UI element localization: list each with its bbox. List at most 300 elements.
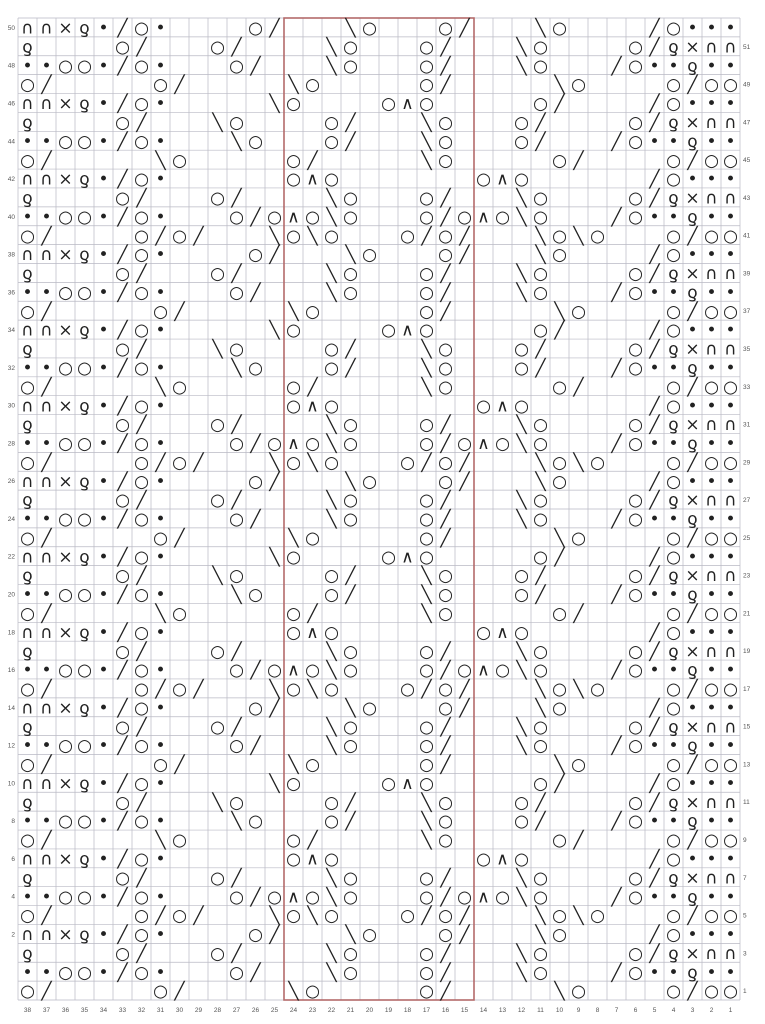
stitch-symbol: ∩ [705,943,718,964]
stitch-symbol: • [706,925,717,946]
stitch-symbol: ○ [533,887,548,908]
stitch-symbol: • [41,282,52,303]
stitch-symbol: ƍ [687,358,698,379]
stitch-symbol: ○ [552,150,567,171]
stitch-symbol: ╲ [326,264,337,285]
stitch-symbol: ○ [134,452,149,473]
row-number-right: 33 [743,383,751,391]
stitch-symbol: ○ [381,94,396,115]
stitch-symbol: ╲ [326,887,337,908]
stitch-symbol: ○ [20,906,35,927]
stitch-symbol: • [687,320,698,341]
stitch-symbol: ○ [115,792,130,813]
stitch-symbol: ○ [324,622,339,643]
stitch-symbol: ○ [495,434,510,455]
stitch-symbol: ╲ [345,18,356,39]
stitch-symbol: ╲ [326,415,337,436]
stitch-symbol: ○ [628,509,643,530]
row-number-left: 34 [7,327,15,335]
stitch-symbol: ○ [286,622,301,643]
stitch-symbol: ○ [438,906,453,927]
stitch-symbol: ╱ [459,906,470,927]
stitch-symbol: ╱ [250,887,261,908]
stitch-symbol: ○ [77,811,92,832]
stitch-symbol: ╱ [231,868,242,889]
stitch-symbol: ╲ [326,660,337,681]
stitch-symbol: × [58,396,73,417]
stitch-symbol: • [98,849,109,870]
stitch-symbol: ○ [666,471,681,492]
stitch-symbol: ∧ [477,434,490,455]
stitch-symbol: ○ [324,396,339,417]
stitch-symbol: • [725,169,736,190]
stitch-symbol: ╱ [345,131,356,152]
stitch-symbol: ○ [533,736,548,757]
stitch-symbol: ○ [134,320,149,341]
stitch-symbol: ○ [533,868,548,889]
stitch-symbol: ○ [248,18,263,39]
stitch-symbol: ○ [400,906,415,927]
stitch-symbol: ╱ [41,981,52,1002]
stitch-symbol: ○ [58,131,73,152]
stitch-symbol: ƍ [22,188,33,209]
stitch-symbol: ○ [628,811,643,832]
stitch-symbol: ╱ [421,906,432,927]
stitch-symbol: ╲ [326,434,337,455]
stitch-symbol: ○ [666,698,681,719]
stitch-symbol: ╲ [288,528,299,549]
stitch-symbol: ╱ [687,528,698,549]
stitch-symbol: • [41,887,52,908]
stitch-symbol: ╱ [649,566,660,587]
stitch-symbol: ╱ [117,358,128,379]
column-number: 8 [595,1007,600,1014]
stitch-symbol: • [668,434,679,455]
stitch-symbol: • [706,282,717,303]
stitch-symbol: ○ [419,75,434,96]
stitch-symbol: ╲ [535,471,546,492]
stitch-symbol: • [706,773,717,794]
stitch-symbol: ○ [115,264,130,285]
stitch-symbol: • [725,698,736,719]
column-number: 26 [251,1007,260,1014]
stitch-symbol: • [155,169,166,190]
stitch-symbol: ○ [343,37,358,58]
column-number: 4 [671,1007,676,1014]
stitch-symbol: ╱ [687,75,698,96]
stitch-symbol: ╱ [687,906,698,927]
stitch-symbol: ƍ [668,566,679,587]
stitch-symbol: ○ [628,660,643,681]
stitch-symbol: • [41,131,52,152]
stitch-symbol: • [725,509,736,530]
stitch-symbol: • [98,94,109,115]
stitch-symbol: ╲ [326,56,337,77]
column-number: 7 [614,1007,619,1014]
stitch-symbol: • [98,585,109,606]
row-number-right: 7 [743,874,747,882]
stitch-symbol: ╱ [611,887,622,908]
stitch-symbol: ∧ [287,207,300,228]
column-number: 35 [80,1007,89,1014]
stitch-symbol: ○ [419,207,434,228]
stitch-symbol: ƍ [668,339,679,360]
stitch-symbol: ╱ [193,679,204,700]
stitch-symbol: • [22,962,33,983]
column-number: 22 [327,1007,336,1014]
stitch-symbol: ╲ [212,112,223,133]
stitch-symbol: ○ [229,282,244,303]
stitch-symbol: ○ [571,301,586,322]
stitch-symbol: • [706,207,717,228]
stitch-symbol: ╲ [516,943,527,964]
stitch-symbol: ╱ [117,434,128,455]
row-number-right: 11 [743,799,750,807]
column-number: 37 [42,1007,51,1014]
stitch-symbol: • [155,207,166,228]
stitch-symbol: ƍ [79,622,90,643]
stitch-symbol: ╱ [250,434,261,455]
stitch-symbol: ○ [533,962,548,983]
stitch-symbol: ╱ [155,906,166,927]
stitch-symbol: ╱ [440,490,451,511]
stitch-symbol: ╲ [421,830,432,851]
stitch-symbol: ╱ [649,925,660,946]
stitch-symbol: ○ [58,282,73,303]
stitch-symbol: • [687,396,698,417]
stitch-symbol: ○ [628,339,643,360]
stitch-symbol: ○ [267,207,282,228]
stitch-symbol: ○ [134,679,149,700]
stitch-symbol: ╱ [649,698,660,719]
stitch-symbol: ╱ [231,415,242,436]
stitch-symbol: ○ [343,868,358,889]
stitch-symbol: ╲ [535,925,546,946]
stitch-symbol: ╱ [269,471,280,492]
stitch-symbol: ○ [400,679,415,700]
stitch-symbol: ∩ [724,792,737,813]
stitch-symbol: ○ [77,962,92,983]
stitch-symbol: ○ [248,131,263,152]
stitch-symbol: ○ [58,660,73,681]
stitch-symbol: ╱ [269,18,280,39]
stitch-symbol: • [155,434,166,455]
stitch-symbol: ╲ [421,339,432,360]
stitch-symbol: ƍ [668,490,679,511]
stitch-symbol: ╲ [231,358,242,379]
stitch-symbol: ○ [172,150,187,171]
column-number: 25 [270,1007,279,1014]
stitch-symbol: ╲ [516,188,527,209]
stitch-symbol: ○ [400,452,415,473]
stitch-symbol: ∩ [21,245,34,266]
stitch-symbol: ╲ [516,56,527,77]
row-number-left: 12 [7,742,15,750]
stitch-symbol: ╱ [687,679,698,700]
stitch-symbol: ∧ [287,887,300,908]
stitch-symbol: • [155,887,166,908]
stitch-symbol: ╱ [421,452,432,473]
row-number-right: 1 [743,988,747,996]
stitch-symbol: ╱ [459,452,470,473]
stitch-symbol: ╲ [269,547,280,568]
stitch-symbol: ○ [115,112,130,133]
stitch-symbol: • [687,547,698,568]
stitch-symbol: ╱ [649,471,660,492]
stitch-symbol: ╱ [307,150,318,171]
stitch-symbol: ○ [286,679,301,700]
stitch-symbol: ○ [533,282,548,303]
stitch-symbol: ╱ [440,736,451,757]
stitch-symbol: ╱ [269,925,280,946]
stitch-symbol: ○ [666,755,681,776]
stitch-symbol: ○ [666,603,681,624]
stitch-symbol: • [706,56,717,77]
stitch-symbol: ╱ [174,528,185,549]
stitch-symbol: ƍ [687,207,698,228]
stitch-symbol: • [155,962,166,983]
stitch-symbol: ∩ [40,698,53,719]
stitch-symbol: ○ [666,18,681,39]
stitch-symbol: ╱ [250,736,261,757]
stitch-symbol: ○ [210,264,225,285]
stitch-symbol: ╱ [231,37,242,58]
stitch-symbol: ╱ [117,169,128,190]
row-number-right: 49 [743,81,751,89]
stitch-symbol: ○ [343,282,358,303]
stitch-symbol: ╱ [41,226,52,247]
stitch-symbol: ╱ [535,811,546,832]
stitch-symbol: ○ [115,641,130,662]
stitch-symbol: ƍ [22,717,33,738]
stitch-symbol: ╱ [41,377,52,398]
stitch-symbol: • [668,811,679,832]
stitch-symbol: • [687,849,698,870]
stitch-symbol: ○ [590,906,605,927]
stitch-symbol: ○ [533,490,548,511]
stitch-symbol: ○ [438,585,453,606]
row-number-right: 3 [743,950,747,958]
stitch-symbol: ╱ [231,264,242,285]
stitch-symbol: ○ [438,566,453,587]
stitch-symbol: ○ [343,641,358,662]
stitch-symbol: ○ [229,56,244,77]
stitch-symbol: ○ [134,282,149,303]
column-number: 30 [175,1007,184,1014]
stitch-symbol: ╱ [687,226,698,247]
stitch-symbol: ○ [552,452,567,473]
stitch-symbol: • [687,169,698,190]
stitch-symbol: ○ [286,849,301,870]
stitch-symbol: × [58,94,73,115]
stitch-symbol: ○ [324,566,339,587]
column-number: 16 [441,1007,450,1014]
stitch-symbol: ○ [134,509,149,530]
stitch-symbol: ƍ [668,717,679,738]
stitch-symbol: ƍ [687,434,698,455]
stitch-symbol: ╱ [136,943,147,964]
stitch-symbol: ƍ [22,490,33,511]
stitch-symbol: ○ [533,37,548,58]
stitch-symbol: ○ [229,887,244,908]
stitch-symbol: ○ [666,547,681,568]
stitch-symbol: • [98,887,109,908]
stitch-symbol: • [98,131,109,152]
stitch-symbol: ╲ [535,906,546,927]
stitch-symbol: ∧ [401,320,414,341]
stitch-symbol: ○ [666,622,681,643]
stitch-symbol: ○ [343,962,358,983]
stitch-symbol: ○ [457,207,472,228]
stitch-symbol: ƍ [79,471,90,492]
stitch-symbol: ╱ [117,925,128,946]
stitch-symbol: ∩ [21,622,34,643]
stitch-symbol: ○ [666,830,681,851]
column-number: 15 [460,1007,469,1014]
stitch-symbol: ○ [628,887,643,908]
stitch-symbol: ○ [115,868,130,889]
stitch-symbol: ∧ [306,622,319,643]
stitch-symbol: ○ [324,679,339,700]
stitch-symbol: ○ [58,358,73,379]
stitch-symbol: ○ [343,490,358,511]
stitch-symbol: ○ [552,698,567,719]
stitch-symbol: • [725,94,736,115]
stitch-symbol: • [687,245,698,266]
stitch-symbol: • [668,585,679,606]
stitch-symbol: • [725,887,736,908]
stitch-symbol: ∧ [401,547,414,568]
stitch-symbol: ○ [514,849,529,870]
stitch-symbol: • [98,320,109,341]
stitch-symbol: ○ [210,717,225,738]
stitch-symbol: ╱ [41,75,52,96]
stitch-symbol: × [685,112,700,133]
stitch-symbol: ○ [438,358,453,379]
stitch-symbol: • [725,962,736,983]
stitch-symbol: ╱ [231,717,242,738]
stitch-symbol: ○ [666,226,681,247]
stitch-symbol: ○ [514,339,529,360]
stitch-symbol: ∩ [724,415,737,436]
stitch-symbol: ╱ [155,226,166,247]
stitch-symbol: × [58,773,73,794]
stitch-symbol: ╲ [231,811,242,832]
stitch-symbol: • [649,207,660,228]
stitch-symbol: ○ [58,56,73,77]
stitch-symbol: ○ [704,150,719,171]
stitch-symbol: • [22,660,33,681]
stitch-symbol: ○ [248,698,263,719]
stitch-symbol: ╲ [554,528,565,549]
stitch-symbol: ƍ [22,641,33,662]
stitch-symbol: ╱ [649,245,660,266]
stitch-symbol: ╲ [345,698,356,719]
stitch-symbol: ○ [495,887,510,908]
stitch-symbol: ○ [419,981,434,1002]
stitch-symbol: • [155,471,166,492]
stitch-symbol: ╲ [421,566,432,587]
stitch-symbol: ╱ [41,755,52,776]
row-number-left: 24 [7,515,15,523]
stitch-symbol: ○ [457,660,472,681]
stitch-symbol: ○ [362,245,377,266]
stitch-symbol: ƍ [22,339,33,360]
stitch-symbol: ƍ [668,112,679,133]
stitch-symbol: ○ [172,377,187,398]
stitch-symbol: • [668,887,679,908]
stitch-symbol: ╲ [535,18,546,39]
stitch-symbol: ╲ [326,207,337,228]
stitch-symbol: ○ [628,358,643,379]
stitch-symbol: ○ [704,452,719,473]
stitch-symbol: ╱ [117,698,128,719]
stitch-symbol: • [706,962,717,983]
stitch-symbol: • [706,358,717,379]
stitch-symbol: ○ [628,415,643,436]
stitch-symbol: ○ [134,131,149,152]
stitch-symbol: ○ [134,245,149,266]
row-number-right: 27 [743,497,751,505]
stitch-symbol: ○ [134,660,149,681]
stitch-symbol: ○ [134,358,149,379]
stitch-symbol: ○ [552,925,567,946]
stitch-symbol: • [22,207,33,228]
stitch-symbol: ○ [419,282,434,303]
stitch-symbol: • [668,131,679,152]
stitch-symbol: • [706,320,717,341]
stitch-symbol: • [155,925,166,946]
stitch-symbol: ○ [419,94,434,115]
stitch-symbol: ○ [438,792,453,813]
stitch-symbol: ╲ [307,906,318,927]
stitch-symbol: ○ [533,320,548,341]
stitch-symbol: ○ [666,906,681,927]
stitch-symbol: ╱ [649,717,660,738]
stitch-symbol: • [155,282,166,303]
stitch-symbol: ∩ [705,490,718,511]
stitch-symbol: ○ [533,264,548,285]
stitch-symbol: × [58,698,73,719]
stitch-symbol: • [687,622,698,643]
stitch-symbol: ○ [438,471,453,492]
row-number-left: 50 [7,24,15,32]
stitch-symbol: ○ [343,736,358,757]
stitch-symbol: ╱ [345,811,356,832]
stitch-symbol: ○ [305,528,320,549]
stitch-symbol: • [706,471,717,492]
stitch-symbol: ╱ [554,94,565,115]
row-number-right: 15 [743,723,751,731]
stitch-symbol: ƍ [79,547,90,568]
stitch-symbol: ╱ [573,603,584,624]
stitch-symbol: × [58,169,73,190]
stitch-symbol: ∩ [21,471,34,492]
stitch-symbol: ╱ [649,849,660,870]
stitch-symbol: ○ [419,188,434,209]
stitch-symbol: ∧ [496,169,509,190]
stitch-symbol: ƍ [668,264,679,285]
stitch-symbol: ∩ [705,112,718,133]
stitch-symbol: • [155,358,166,379]
stitch-symbol: ╱ [117,887,128,908]
stitch-symbol: ○ [77,585,92,606]
stitch-symbol: ○ [666,169,681,190]
stitch-symbol: ╲ [421,358,432,379]
stitch-symbol: ○ [628,943,643,964]
stitch-symbol: • [725,18,736,39]
stitch-symbol: ╱ [535,358,546,379]
